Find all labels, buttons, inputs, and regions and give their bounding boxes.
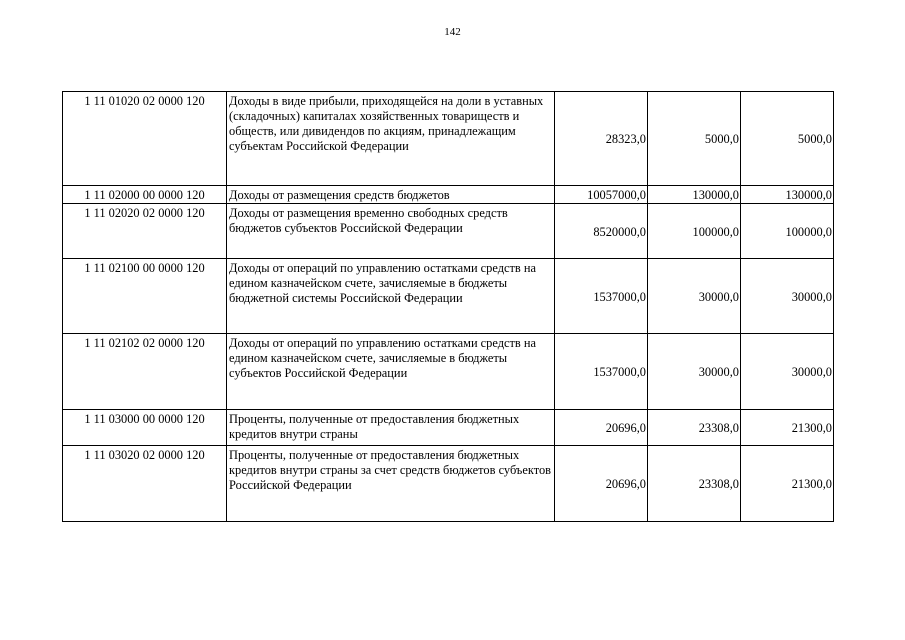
- row-code: 1 11 01020 02 0000 120: [63, 92, 227, 186]
- row-value-2: 23308,0: [648, 410, 741, 446]
- row-value-1: 20696,0: [555, 446, 648, 522]
- row-value-2: 130000,0: [648, 186, 741, 204]
- row-value-3: 30000,0: [741, 334, 834, 410]
- row-value-3: 130000,0: [741, 186, 834, 204]
- table-row: [63, 446, 834, 522]
- table-row: [63, 204, 834, 259]
- row-code: 1 11 03020 02 0000 120: [63, 446, 227, 522]
- table-row: [63, 259, 834, 334]
- row-code: 1 11 02102 02 0000 120: [63, 334, 227, 410]
- row-value-1: 10057000,0: [555, 186, 648, 204]
- row-description: Доходы от размещения временно свободных средств бюджетов субъектов Российской Федерации: [227, 204, 555, 259]
- row-code: 1 11 02000 00 0000 120: [63, 186, 227, 204]
- row-code: 1 11 02020 02 0000 120: [63, 204, 227, 259]
- row-value-3: 21300,0: [741, 410, 834, 446]
- row-code: 1 11 03000 00 0000 120: [63, 410, 227, 446]
- row-value-2: 30000,0: [648, 334, 741, 410]
- row-description: Доходы в виде прибыли, приходящейся на доли в уставных (складочных) капиталах хозяйственных товариществ и обществ, или дивидендов по акциям, принадлежащим субъектам Российской Федерации: [227, 92, 555, 186]
- row-description: Доходы от операций по управлению остатками средств на едином казначейском счете, зачисляемые в бюджеты бюджетной системы Российской Федерации: [227, 259, 555, 334]
- table-row: [63, 92, 834, 186]
- row-description: Доходы от операций по управлению остатками средств на едином казначейском счете, зачисляемые в бюджеты субъектов Российской Федерации: [227, 334, 555, 410]
- row-value-3: 5000,0: [741, 92, 834, 186]
- row-value-1: 1537000,0: [555, 334, 648, 410]
- row-code: 1 11 02100 00 0000 120: [63, 259, 227, 334]
- table-row: [63, 186, 834, 204]
- row-value-2: 5000,0: [648, 92, 741, 186]
- row-value-1: 20696,0: [555, 410, 648, 446]
- row-description: Доходы от размещения средств бюджетов: [227, 186, 555, 204]
- row-value-1: 28323,0: [555, 92, 648, 186]
- row-description: Проценты, полученные от предоставления бюджетных кредитов внутри страны за счет средств бюджетов субъектов Российской Федерации: [227, 446, 555, 522]
- row-value-2: 100000,0: [648, 204, 741, 259]
- row-value-3: 100000,0: [741, 204, 834, 259]
- table-row: [63, 410, 834, 446]
- table-row: [63, 334, 834, 410]
- row-value-3: 21300,0: [741, 446, 834, 522]
- budget-revenue-table: [62, 91, 834, 522]
- row-value-2: 23308,0: [648, 446, 741, 522]
- row-description: Проценты, полученные от предоставления бюджетных кредитов внутри страны: [227, 410, 555, 446]
- row-value-1: 8520000,0: [555, 204, 648, 259]
- row-value-1: 1537000,0: [555, 259, 648, 334]
- row-value-2: 30000,0: [648, 259, 741, 334]
- row-value-3: 30000,0: [741, 259, 834, 334]
- page-number: 142: [444, 26, 461, 38]
